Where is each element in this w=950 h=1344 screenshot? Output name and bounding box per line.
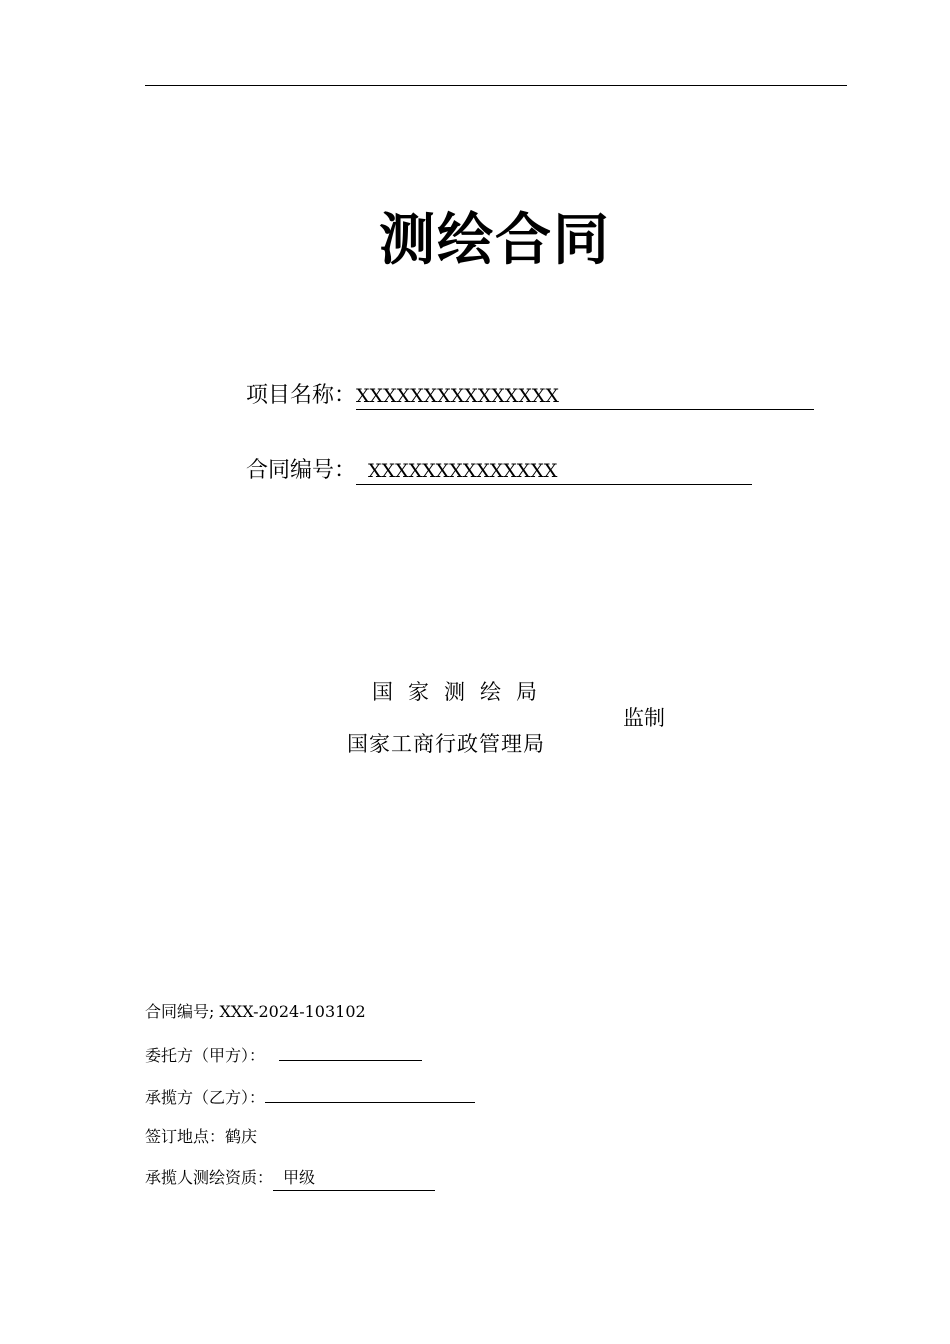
party-b-blank — [265, 1084, 475, 1103]
contract-no-line: 合同编号; XXX-2024-103102 — [145, 1002, 366, 1021]
supervised-by-label: 监制 — [623, 706, 665, 730]
project-name-field — [246, 381, 814, 411]
party-b-line — [145, 1084, 475, 1110]
project-name-label: 项目名称： — [246, 383, 357, 408]
contract-number-value: XXXXXXXXXXXXXX — [356, 458, 752, 485]
party-a-label: 委托方（甲方）： — [145, 1046, 266, 1065]
party-a-line — [145, 1042, 422, 1068]
party-a-blank — [279, 1042, 422, 1061]
top-rule — [145, 85, 847, 86]
document-title: 测绘合同 — [379, 208, 611, 273]
party-b-label: 承揽方（乙方）： — [145, 1088, 266, 1107]
project-name-value: XXXXXXXXXXXXXXX — [356, 383, 814, 410]
sign-place-line: 签订地点：鹤庆 — [145, 1127, 258, 1146]
qualification-label: 承揽人测绘资质： — [145, 1168, 274, 1187]
agency-industry-commerce: 国家工商行政管理局 — [347, 732, 545, 756]
qualification-value: 甲级 — [273, 1166, 435, 1191]
contract-number-label: 合同编号： — [246, 458, 357, 483]
contract-number-field — [246, 456, 752, 486]
agency-surveying-bureau: 国家测绘局 — [372, 680, 552, 704]
qualification-line — [145, 1166, 435, 1191]
